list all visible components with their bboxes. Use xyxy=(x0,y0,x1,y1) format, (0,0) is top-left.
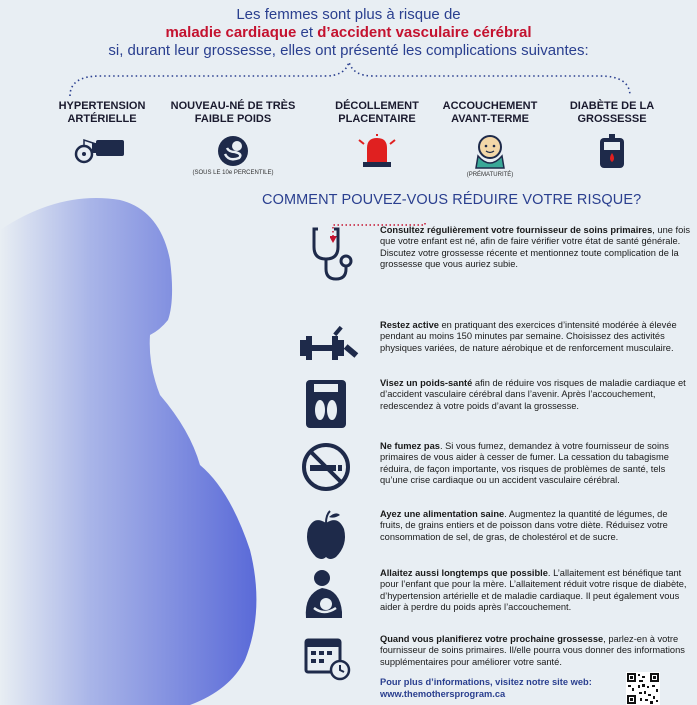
complication-label: DIABÈTE DE LA xyxy=(569,100,655,112)
tip-text xyxy=(380,378,690,412)
website-link[interactable]: www.themothersprogram.ca xyxy=(380,689,506,699)
no-smoking-icon xyxy=(296,441,362,497)
header-line2 xyxy=(0,24,697,42)
complication-placental-abruption xyxy=(312,100,442,168)
complication-gestational-diabetes xyxy=(547,100,677,170)
tip-rest: en pratiquant des exercices d’intensité modérée à élevée pendant au moins 150 minutes par semaine. Choisissez des activités physiques variées, de nature aérobique et de renforcement musculaire. xyxy=(380,320,677,353)
complication-label: ACCOUCHEMENT xyxy=(442,100,538,112)
calendar-icon xyxy=(296,634,362,690)
header xyxy=(0,6,697,60)
tip-bold: Restez active xyxy=(380,320,439,330)
tip-rest: . L’allaitement est bénéfique tant pour l’enfant que pour la mère. L’allaitement réduit votre risque de diabète, d’hypertension artérielle et de maladie cardiaque. Il peut également vous aider à perdre du poids après l’accouchement. xyxy=(380,568,687,612)
complication-label: DÉCOLLEMENT xyxy=(335,100,419,112)
complication-note: (SOUS LE 10e PERCENTILE) xyxy=(192,170,274,176)
tip-rest: . Si vous fumez, demandez à votre fournisseur de soins primaires de vous aider à cesser de fumer. La cessation du tabagisme réduira, de façon importante, vos risques de problèmes de santé, tels qu’une crise cardiaque ou un accident vasculaire cérébral. xyxy=(380,441,669,485)
header-line1: Les femmes sont plus à risque de xyxy=(236,6,461,23)
complication-preterm-birth xyxy=(425,100,555,178)
pregnant-woman-silhouette xyxy=(0,190,300,705)
dotted-brace xyxy=(40,58,657,98)
header-line3: si, durant leur grossesse, elles ont présenté les complications suivantes: xyxy=(108,42,589,59)
tip-rest: . Augmentez la quantité de légumes, de fruits, de grains entiers et de poisson dans votre diète. Réduisez votre consommation de sel, de gras, de cholestérol et de sucre. xyxy=(380,509,668,542)
tip-bold: Visez un poids-santé xyxy=(380,378,473,388)
tip-text xyxy=(380,509,690,543)
tip-text xyxy=(380,225,690,270)
header-and: et xyxy=(296,24,318,41)
apple-icon xyxy=(296,509,362,565)
tip-rest: afin de réduire vos risques de maladie cardiaque et d’accident vasculaire cérébral dans l’avenir. Après l’accouchement, redescendez à votre poids d’avant la grossesse. xyxy=(380,378,686,411)
glucose-meter-icon xyxy=(597,134,627,170)
tip-bold: Ne fumez pas xyxy=(380,441,440,451)
scale-icon xyxy=(296,378,362,434)
tip-bold: Ayez une alimentation saine xyxy=(380,509,505,519)
complication-label: AVANT-TERME xyxy=(451,113,529,125)
complication-note: (PRÉMATURITÉ) xyxy=(466,172,514,178)
tip-rest: , parlez-en à votre fournisseur de soins primaires. Il/elle pourra vous donner des informations supplémentaires pour améliorer votre santé. xyxy=(380,634,685,667)
breastfeeding-icon xyxy=(296,568,362,624)
qr-code-icon[interactable] xyxy=(626,672,660,705)
emergency-light-icon xyxy=(357,134,397,168)
complication-label: PLACENTAIRE xyxy=(338,113,416,125)
complication-label: ARTÉRIELLE xyxy=(67,113,137,125)
blood-pressure-icon xyxy=(72,134,132,168)
complication-label: FAIBLE POIDS xyxy=(194,113,272,125)
complication-label: GROSSESSE xyxy=(577,113,647,125)
stethoscope-icon xyxy=(296,225,362,281)
tip-rest: , une fois que votre enfant est né, afin de faire vérifier votre état de santé générale. Discutez votre grossesse récente et mentionnez toute complication de la grossesse que vous auriez subie. xyxy=(380,225,690,269)
complication-label: NOUVEAU-NÉ DE TRÈS xyxy=(170,100,296,112)
header-heart-disease: maladie cardiaque xyxy=(165,24,297,41)
tip-bold: Quand vous planifierez votre prochaine grossesse xyxy=(380,634,604,644)
more-info xyxy=(380,676,592,700)
tip-bold: Consultez régulièrement votre fournisseur de soins primaires xyxy=(380,225,653,235)
fetus-icon xyxy=(213,134,253,168)
complication-hypertension xyxy=(37,100,167,168)
tip-bold: Allaitez aussi longtemps que possible xyxy=(380,568,548,578)
tip-text xyxy=(380,634,690,668)
dumbbell-icon xyxy=(296,320,362,376)
complication-label: HYPERTENSION xyxy=(58,100,146,112)
complication-low-birth-weight xyxy=(168,100,298,176)
tip-text xyxy=(380,568,690,613)
tip-text xyxy=(380,320,690,354)
header-stroke: d’accident vasculaire cérébral xyxy=(317,24,532,41)
tip-text xyxy=(380,441,690,486)
more-info-text: Pour plus d’informations, visitez notre site web: xyxy=(380,677,592,687)
baby-icon xyxy=(470,134,510,170)
reduce-risk-title: COMMENT POUVEZ-VOUS RÉDUIRE VOTRE RISQUE? xyxy=(262,192,642,208)
